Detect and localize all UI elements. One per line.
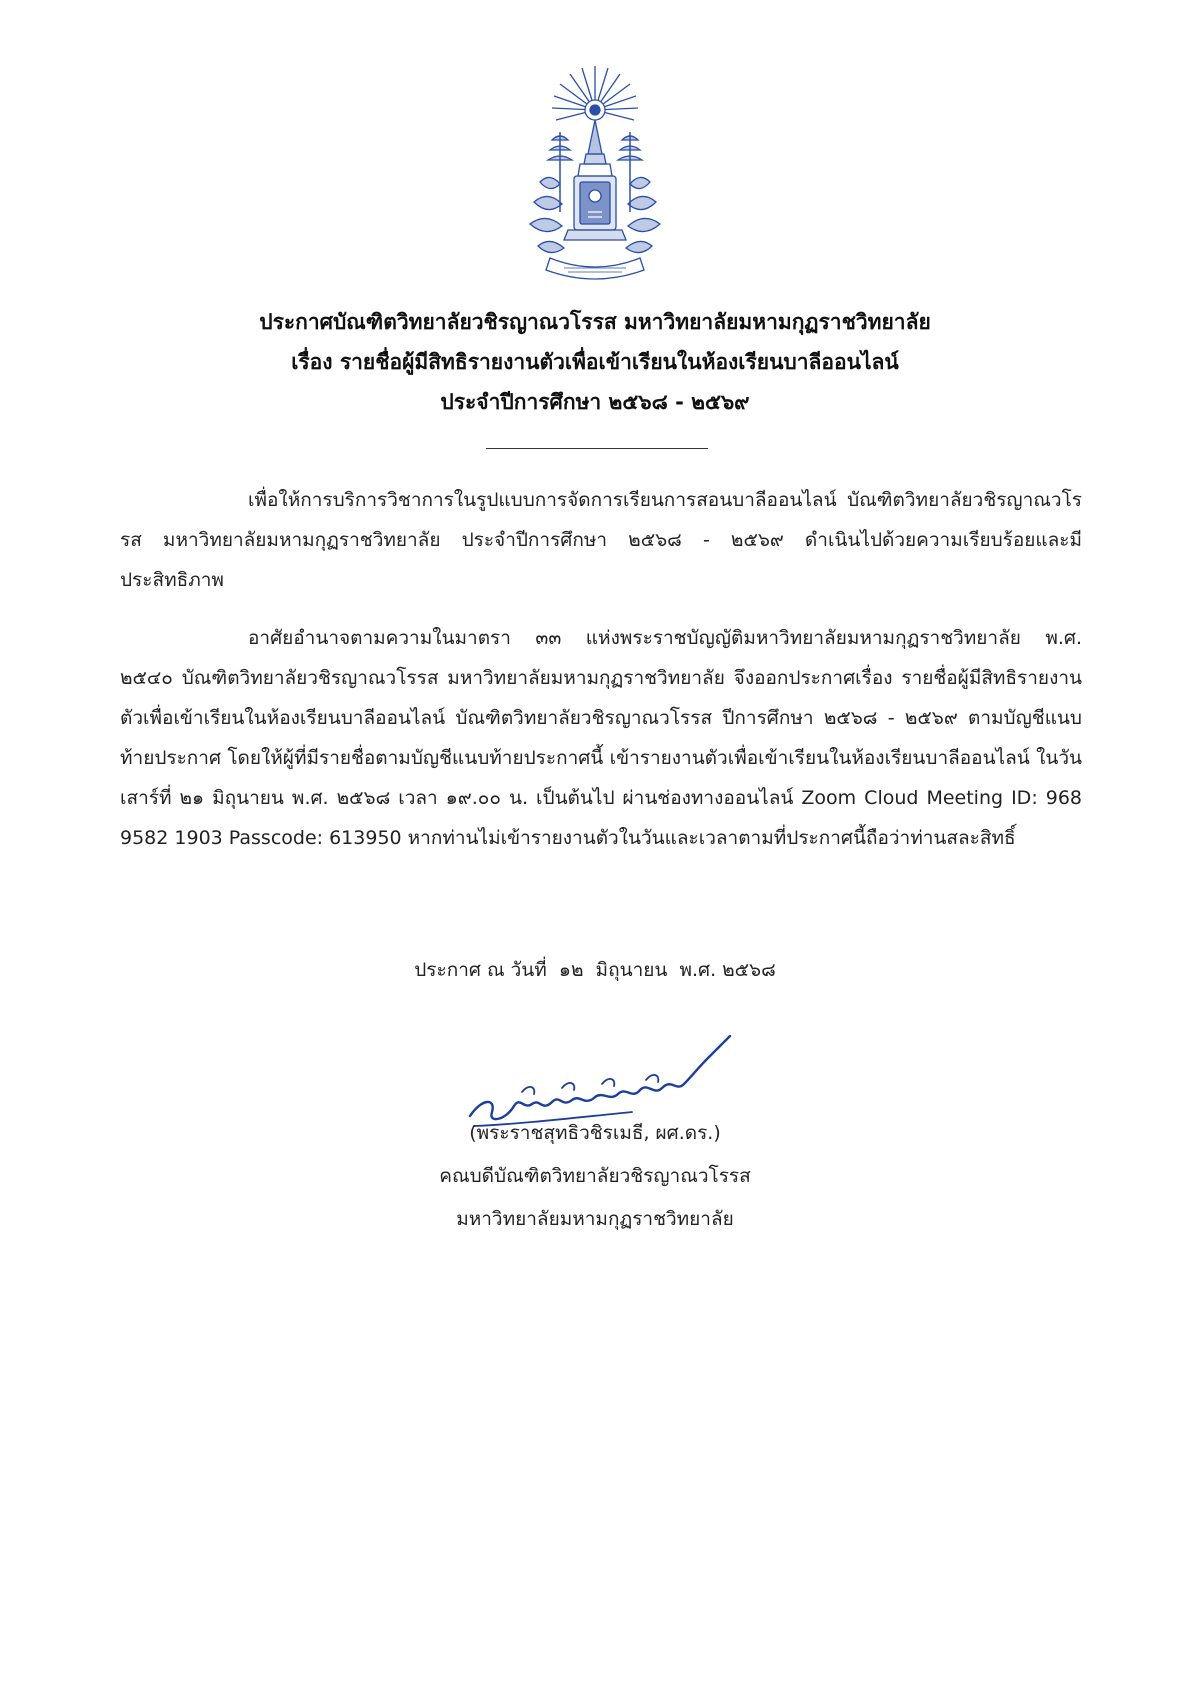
signer-organization: มหาวิทยาลัยมหามกุฏราชวิทยาลัย [456, 1208, 734, 1230]
title-line-2: เรื่อง รายชื่อผู้มีสิทธิรายงานตัวเพื่อเข้าเรียนในห้องเรียนบาลีออนไลน์ [291, 350, 899, 374]
announcement-title [120, 302, 1070, 422]
signer-block [300, 1112, 890, 1241]
announcement-date: ประกาศ ณ วันที่ ๑๒ มิถุนายน พ.ศ. ๒๕๖๘ [414, 959, 776, 981]
emblem-seal-icon [520, 62, 670, 287]
body-paragraph-2: อาศัยอำนาจตามความในมาตรา ๓๓ แห่งพระราชบัญญัติมหาวิทยาลัยมหามกุฏราชวิทยาลัย พ.ศ. ๒๕๔๐ บัณฑิตวิทยาลัยวชิรญาณวโรรส มหาวิทยาลัยมหามกุฏราชวิทยาลัย จึงออกประกาศเรื่อง รายชื่อผู้มีสิทธิรายงานตัวเพื่อเข้าเรียนในห้องเรียนบาลีออนไลน์ บัณฑิตวิทยาลัยวชิรญาณวโรรส ปีการศึกษา ๒๕๖๘ - ๒๕๖๙ ตามบัญชีแนบท้ายประกาศ โดยให้ผู้ที่มีรายชื่อตามบัญชีแนบท้ายประกาศนี้ เข้ารายงานตัวเพื่อเข้าเรียนในห้องเรียนบาลีออนไลน์ ในวันเสาร์ที่ ๒๑ มิถุนายน พ.ศ. ๒๕๖๘ เวลา ๑๙.๐๐ น. เป็นต้นไป ผ่านช่องทางออนไลน์ Zoom Cloud Meeting ID: 968 9582 1903 Passcode: 613950 หากท่านไม่เข้ารายงานตัวในวันและเวลาตามที่ประกาศนี้ถือว่าท่านสละสิทธิ์ [120, 627, 1082, 849]
signer-position: คณบดีบัณฑิตวิทยาลัยวชิรญาณวโรรส [439, 1165, 751, 1187]
announcement-body [120, 480, 1082, 876]
title-line-1: ประกาศบัณฑิตวิทยาลัยวชิรญาณวโรรส มหาวิทยาลัยมหามกุฏราชวิทยาลัย [259, 310, 931, 334]
body-paragraph-1: เพื่อให้การบริการวิชาการในรูปแบบการจัดการเรียนการสอนบาลีออนไลน์ บัณฑิตวิทยาลัยวชิรญาณวโรรส มหาวิทยาลัยมหามกุฏราชวิทยาลัย ประจำปีการศึกษา ๒๕๖๘ - ๒๕๖๙ ดำเนินไปด้วยความเรียบร้อยและมีประสิทธิภาพ [120, 489, 1082, 591]
university-emblem [520, 62, 670, 287]
title-line-3: ประจำปีการศึกษา ๒๕๖๘ - ๒๕๖๙ [440, 390, 750, 414]
signer-name: (พระราชสุทธิวชิรเมธี, ผศ.ดร.) [469, 1122, 721, 1144]
title-divider [486, 448, 708, 449]
